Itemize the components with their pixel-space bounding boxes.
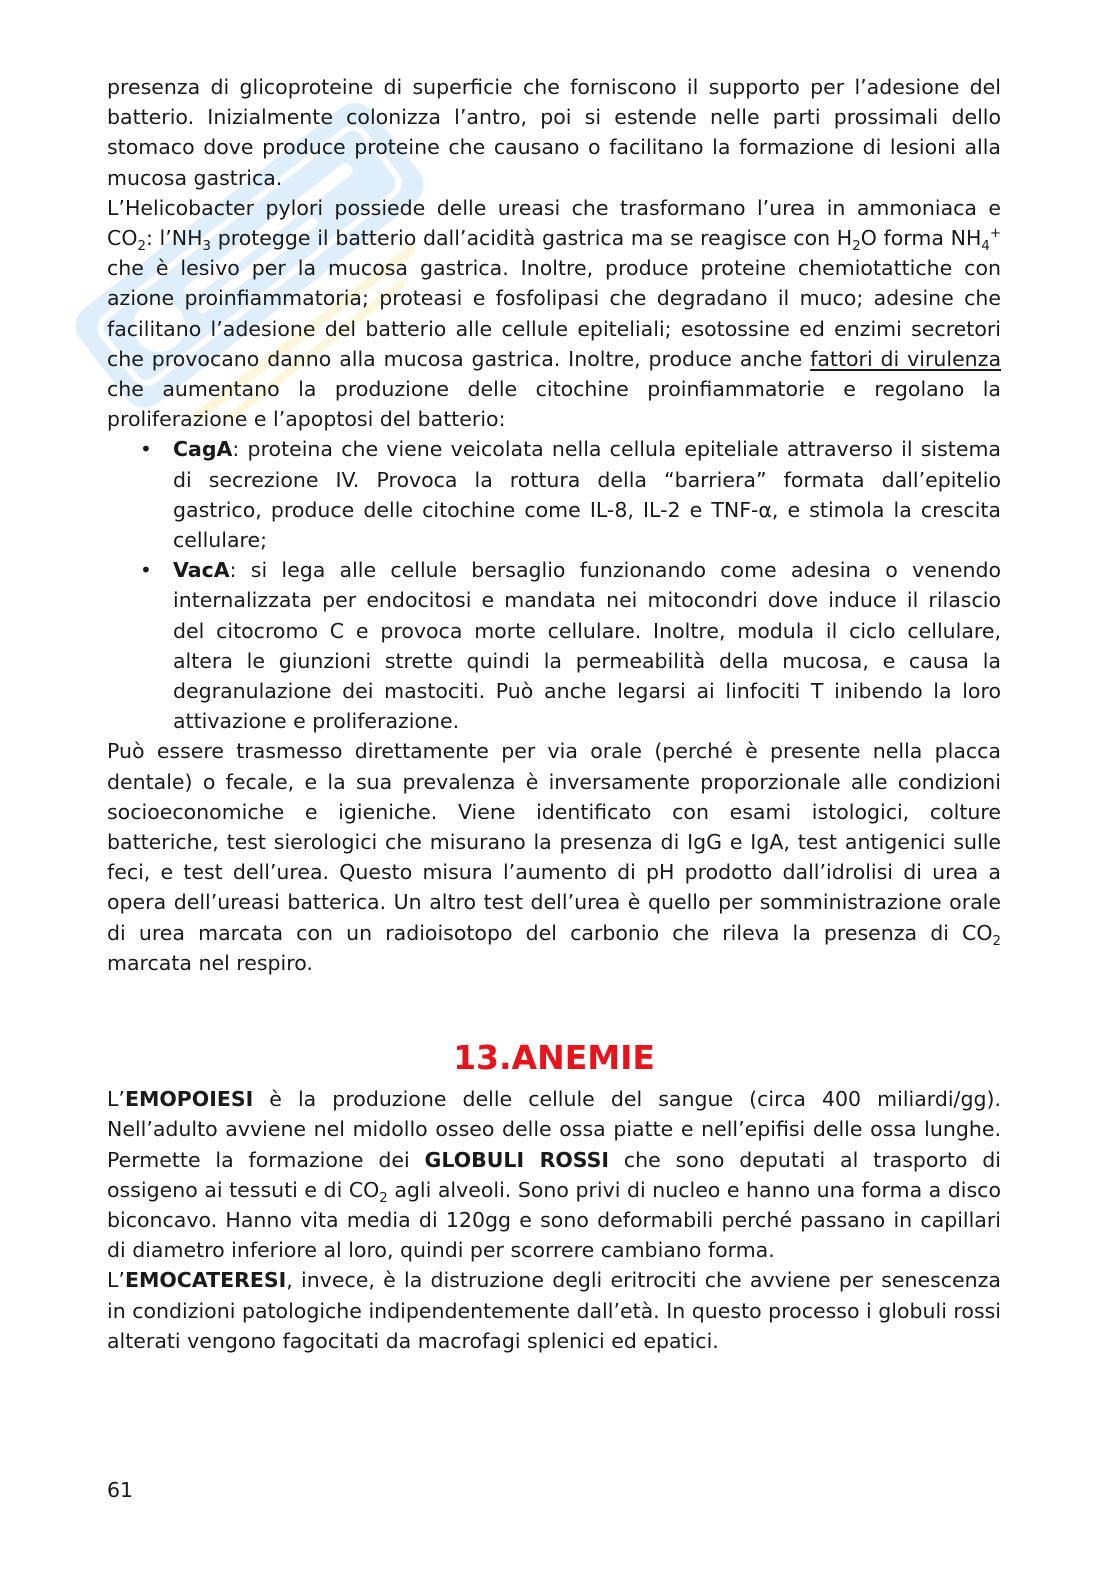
paragraph-emocateresi: L’EMOCATERESI, invece, è la distruzione degli eritrociti che avviene per senescenza in condizioni patologiche indipendentemente dall’età. In questo processo i globuli rossi alterati vengono fagocitati da macrofagi splenici ed epatici. — [107, 1268, 1001, 1353]
bullet-icon: • — [140, 558, 152, 583]
paragraph-transmission: Può essere trasmesso direttamente per via orale (perché è presente nella placca dentale) o fecale, e la sua prevalenza è inversamente proporzionale alle condizioni socioeconomiche e igieniche. Viene identificato con esami istologici, colture batteriche, test sierologici che misurano la presenza di IgG e IgA, test antigenici sulle feci, e test dell’urea. Questo misura l’aumento di pH prodotto dall’idrolisi di urea a opera dell’ureasi batterica. Un altro test dell’urea è quello per somministrazione orale di urea marcata con un radioisotopo del carbonio che rileva la presenza di $CO_2$ marcata nel respiro. — [107, 739, 1001, 975]
term-vaca: VacA — [173, 558, 230, 583]
term-caga: CagA — [173, 437, 233, 462]
term-emopoiesi: EMOPOIESI — [124, 1087, 254, 1112]
underlined-term-virulence-factors: fattori di virulenza — [810, 346, 1002, 371]
document-body — [107, 72, 1001, 1356]
term-emocateresi: EMOCATERESI — [124, 1268, 287, 1293]
paragraph-ureasi: L’Helicobacter pylori possiede delle ureasi che trasformano l’urea in ammoniaca e $CO_2$: $l’NH_3$ protegge il batterio dall’acidità gastrica ma se reagisce con $H_2O$ forma $NH_4^+$ che è lesivo per la mucosa gastrica. Inoltre, produce proteine chemiotattiche con azione proinfiammatoria; proteasi e fosfolipasi che degradano il muco; adesine che facilitano l’adesione del batterio alle cellule epiteliali; esotossine ed enzimi secretori che provocano danno alla mucosa gastrica. Inoltre, produce anche fattori di virulenza che aumentano la produzione delle citochine proinfiammatorie e regolano la proliferazione e l’apoptosi del batterio: — [107, 195, 1002, 432]
paragraph-intro: presenza di glicoproteine di superficie che forniscono il supporto per l’adesione del batterio. Inizialmente colonizza l’antro, poi si estende nelle parti prossimali dello stomaco dove produce proteine che causano o facilitano la formazione di lesioni alla mucosa gastrica. — [107, 75, 1001, 190]
virulence-factor-list — [107, 434, 1001, 736]
paragraph-emopoiesi: L’EMOPOIESI è la produzione delle cellule del sangue (circa 400 miliardi/gg). Nell’adulto avviene nel midollo osseo delle ossa piatte e nell’epifisi delle ossa lunghe. Permette la formazione dei GLOBULI ROSSI che sono deputati al trasporto di ossigeno ai tessuti e di $CO_2$ agli alveoli. Sono privi di nucleo e hanno una forma a disco biconcavo. Hanno vita media di 120gg e sono deformabili perché passano in capillari di diametro inferiore al loro, quindi per scorrere cambiano forma. — [107, 1087, 1002, 1263]
page-number: 61 — [107, 1478, 134, 1502]
section-title: 13.ANEMIE — [453, 1038, 655, 1078]
bullet-icon: • — [140, 437, 152, 462]
list-item: • CagA: proteina che viene veicolata nella cellula epiteliale attraverso il sistema di secrezione IV. Provoca la rottura della “barriera” formata dall’epitelio gastrico, produce delle citochine come IL-8, IL-2 e TNF-α, e stimola la crescita cellulare; — [107, 434, 1001, 555]
term-globuli-rossi: GLOBULI ROSSI — [424, 1147, 610, 1172]
list-item: • VacA: si lega alle cellule bersaglio funzionando come adesina o venendo internalizzata per endocitosi e mandata nei mitocondri dove induce il rilascio del citocromo C e provoca morte cellulare. Inoltre, modula il ciclo cellulare, altera le giunzioni strette quindi la permeabilità della mucosa, e causa la degranulazione dei mastociti. Può anche legarsi ai linfociti T inibendo la loro attivazione e proliferazione. — [107, 555, 1001, 736]
